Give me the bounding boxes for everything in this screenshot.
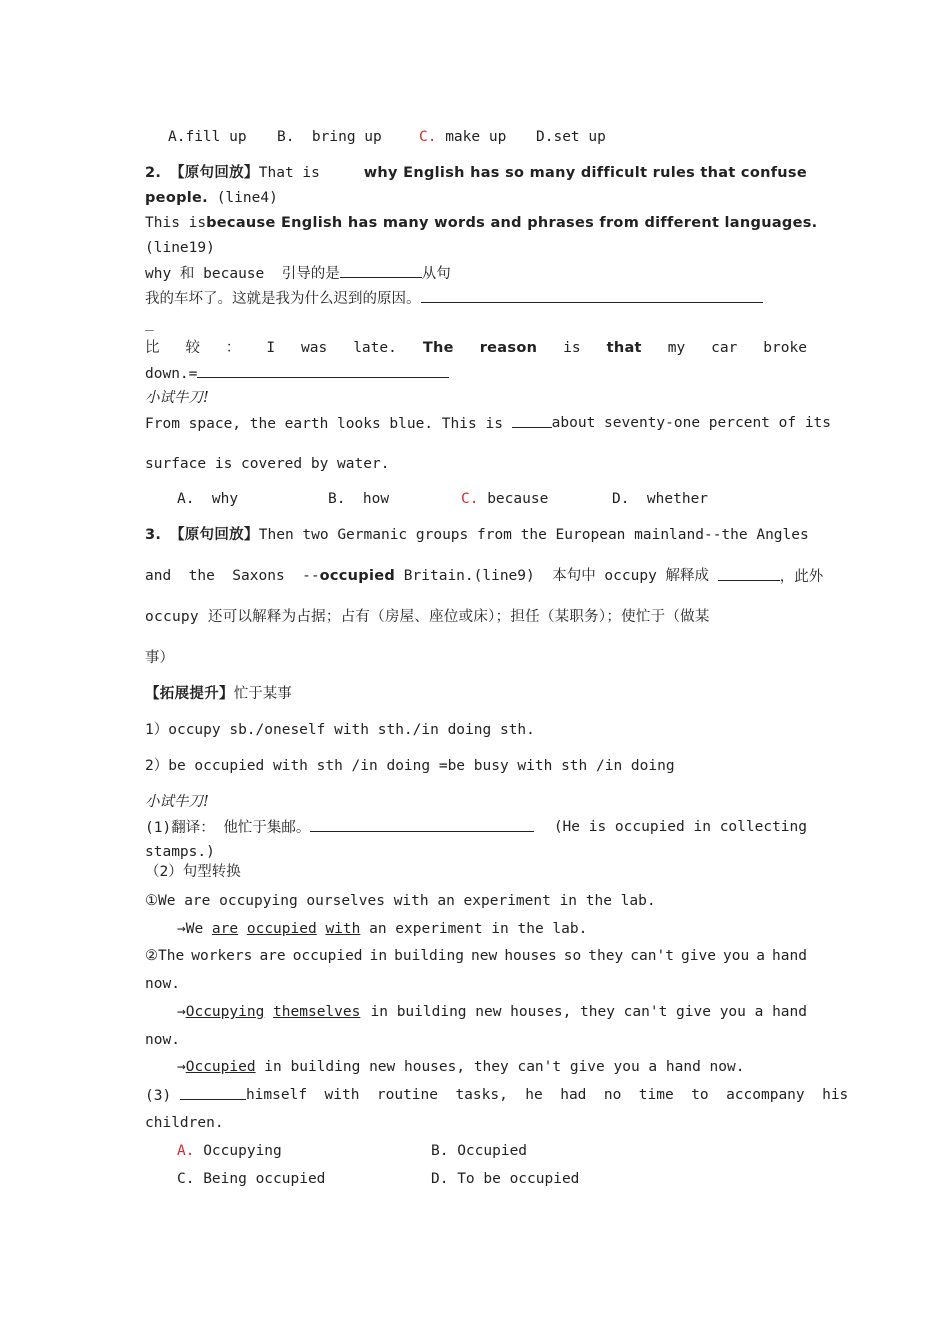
q3-line-1: 3. 【原句回放】 Then two Germanic groups from the European mainland--the Angles: [145, 527, 809, 543]
q3-option-c: C. Being occupied: [177, 1171, 326, 1187]
sentence-word: give: [681, 948, 716, 964]
answer-blank: [340, 263, 422, 278]
q3-option-a: A. Occupying: [177, 1143, 282, 1159]
section-tag: 【拓展提升】: [145, 686, 234, 702]
transform-answer-3: →Occupied in building new houses, they can't give you a hand now.: [177, 1059, 745, 1075]
sentence-word: new: [471, 948, 498, 964]
answer-blank: [180, 1085, 246, 1100]
q2-option-b: B. how: [328, 491, 390, 507]
compare-word: that: [606, 340, 642, 356]
transform-sentence-2b: now.: [145, 976, 180, 992]
sentence-word: they: [588, 948, 624, 964]
q1-option-b: B. bring up: [277, 129, 382, 145]
pattern-2: 2）be occupied with sth /in doing =be busy with sth /in doing: [145, 758, 675, 774]
q1-option-a: A.fill up: [168, 129, 247, 145]
q3-line-3: occupy 还可以解释为占据；占有（房屋、座位或床）；担任（某职务）；使忙于（做某: [145, 609, 710, 625]
answer-mark: C.: [461, 491, 479, 507]
q2-exercise-line-2: surface is covered by water.: [145, 456, 390, 472]
transform-answer-2: →Occupying themselves in building new houses, they can't give you a hand: [177, 1004, 807, 1020]
q2-line-5: why 和 because 引导的是 从句: [145, 263, 451, 284]
q3-choice-stem-2: children.: [145, 1115, 224, 1131]
sentence-word: ②The: [145, 948, 185, 964]
compare-word: late.: [353, 340, 397, 356]
try-heading: 小试牛刀!: [145, 794, 209, 810]
sentence-word: a: [756, 948, 765, 964]
section-tag: 【原句回放】: [169, 527, 259, 543]
q2-option-a: A. why: [177, 491, 239, 507]
q2-line-6: 我的车坏了。这就是我为什么迟到的原因。: [145, 288, 763, 309]
q2-option-d: D. whether: [612, 491, 709, 507]
compare-word: broke: [763, 340, 807, 356]
translate-line: (1)翻译： 他忙于集邮。 (He is occupied in collecting: [145, 819, 807, 836]
transform-sentence-1: ①We are occupying ourselves with an experiment in the lab.: [145, 893, 656, 909]
sentence-word: are: [259, 948, 286, 964]
q2-exercise-line-1: From space, the earth looks blue. This is about seventy-one percent of its: [145, 415, 832, 432]
answer-blank: [197, 363, 449, 378]
compare-word: 比: [145, 340, 160, 356]
sentence-word: building: [394, 948, 464, 964]
compare-word: my: [667, 340, 686, 356]
sentence-word: in: [369, 948, 388, 964]
compare-word: I: [266, 340, 276, 356]
q2-line-4: (line19): [145, 240, 215, 256]
compare-word: 较: [185, 340, 200, 356]
transform-sentence-2: [145, 946, 807, 966]
answer-blank: [512, 413, 552, 428]
sentence-word: occupied: [292, 948, 363, 964]
sentence-word: hand: [772, 948, 807, 964]
sentence-word: workers: [191, 948, 253, 964]
q3-line-2: and the Saxons --occupied Britain.(line9) 本句中 occupy 解释成 ，此外: [145, 568, 824, 585]
q2-line-1: 2. 【原句回放】That is why English has so many difficult rules that confuse: [145, 165, 807, 181]
section-tag: 【原句回放】: [169, 165, 259, 181]
extension-heading: 【拓展提升】忙于某事: [145, 686, 292, 702]
q2-line-3: This is because English has many words and phrases from different languages.: [145, 215, 818, 231]
q3-choice-stem: (3) himself with routine tasks, he had no time to accompany his: [145, 1087, 849, 1104]
q1-option-d: D.set up: [536, 129, 606, 145]
compare-word: The: [422, 340, 454, 356]
try-heading: 小试牛刀!: [145, 390, 209, 406]
answer-mark: A.: [177, 1143, 195, 1159]
compare-word: car: [711, 340, 738, 356]
compare-word: reason: [479, 340, 538, 356]
answer-blank: [421, 288, 763, 303]
transform-answer-1: →We are occupied with an experiment in the lab.: [177, 921, 588, 937]
q3-option-d: D. To be occupied: [431, 1171, 580, 1187]
compare-word: is: [563, 340, 581, 356]
transform-heading: （2）句型转换: [145, 864, 241, 880]
q2-line-7: _: [145, 315, 154, 331]
sentence-word: you: [722, 948, 750, 964]
sentence-word: so: [563, 948, 582, 964]
compare-word: was: [301, 340, 328, 356]
answer-mark: C.: [419, 129, 437, 145]
compare-word: ：: [225, 340, 241, 356]
q3-line-4: 事）: [145, 650, 174, 666]
q1-option-c: C. make up: [419, 129, 507, 145]
sentence-word: can't: [630, 948, 674, 964]
q2-compare-line: [145, 338, 807, 358]
q2-option-c: C. because: [461, 491, 549, 507]
q3-option-b: B. Occupied: [431, 1143, 528, 1159]
answer-blank: [310, 817, 534, 832]
q2-line-9: down.=: [145, 363, 449, 384]
translate-line-2: stamps.): [145, 844, 215, 860]
pattern-1: 1）occupy sb./oneself with sth./in doing sth.: [145, 722, 535, 738]
transform-answer-2b: now.: [145, 1032, 180, 1048]
q2-line-2: people. (line4): [145, 190, 278, 206]
sentence-word: houses: [504, 948, 557, 964]
answer-blank: [718, 566, 780, 581]
